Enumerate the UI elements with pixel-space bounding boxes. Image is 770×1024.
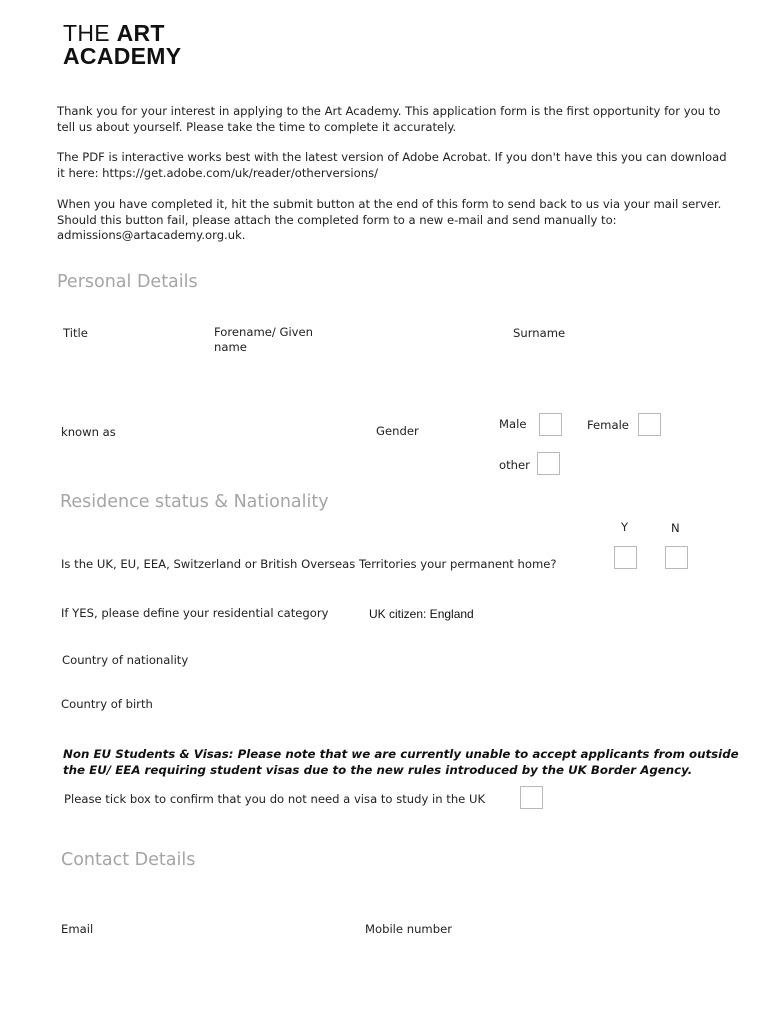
- academy-logo: [63, 22, 181, 68]
- residence-heading: Residence status & Nationality: [60, 492, 329, 512]
- yes-column-label: Y: [621, 520, 629, 534]
- intro-paragraph-1: Thank you for your interest in applying to the Art Academy. This application form is the first opportunity for you to tell us about yourself. Please take the time to complete it accurately.: [57, 104, 721, 134]
- intro-paragraph-2: The PDF is interactive works best with the latest version of Adobe Acrobat. If you don't have this you can download it here: https://get.adobe.com/uk/reader/otherversions/: [57, 150, 727, 180]
- logo-line-2: ACADEMY: [63, 43, 182, 69]
- male-label: Male: [499, 417, 527, 431]
- female-checkbox[interactable]: [638, 413, 661, 436]
- logo-the: THE: [63, 20, 110, 46]
- male-checkbox[interactable]: [539, 413, 562, 436]
- no-column-label: N: [671, 521, 680, 535]
- intro-paragraph-3: When you have completed it, hit the submit button at the end of this form to send back to us via your mail server. Should this button fail, please attach the completed form to a new e-mail and send manually to: admissions@artacademy.org.uk.: [57, 197, 722, 242]
- surname-label: Surname: [513, 326, 566, 340]
- permanent-home-question: Is the UK, EU, EEA, Switzerland or British Overseas Territories your permanent home?: [61, 557, 557, 571]
- gender-label: Gender: [376, 424, 419, 438]
- nationality-label: Country of nationality: [62, 653, 189, 667]
- personal-details-heading: Personal Details: [57, 272, 198, 292]
- email-label: Email: [61, 922, 94, 936]
- logo-line-1: [63, 22, 181, 45]
- title-label: Title: [63, 326, 88, 340]
- contact-details-heading: Contact Details: [61, 850, 196, 870]
- logo-art: ART: [116, 20, 165, 46]
- visa-confirm-label: Please tick box to confirm that you do not need a visa to study in the UK: [64, 792, 486, 806]
- known-as-label: known as: [61, 425, 116, 439]
- mobile-number-label: Mobile number: [365, 922, 452, 936]
- other-label: other: [499, 458, 530, 472]
- permanent-home-no-checkbox[interactable]: [665, 546, 688, 569]
- forename-label: Forename/ Given name: [214, 325, 314, 354]
- residential-category-field[interactable]: UK citizen: England: [369, 607, 474, 621]
- birth-country-label: Country of birth: [61, 697, 153, 711]
- female-label: Female: [587, 418, 629, 432]
- visa-confirm-checkbox[interactable]: [520, 786, 543, 809]
- other-gender-checkbox[interactable]: [537, 452, 560, 475]
- permanent-home-yes-checkbox[interactable]: [614, 546, 637, 569]
- visa-notice: Non EU Students & Visas: Please note that we are currently unable to accept applicants from outside the EU/ EEA requiring student visas due to the new rules introduced by the UK Border Agency.: [63, 747, 739, 777]
- residential-category-label: If YES, please define your residential category: [61, 606, 329, 620]
